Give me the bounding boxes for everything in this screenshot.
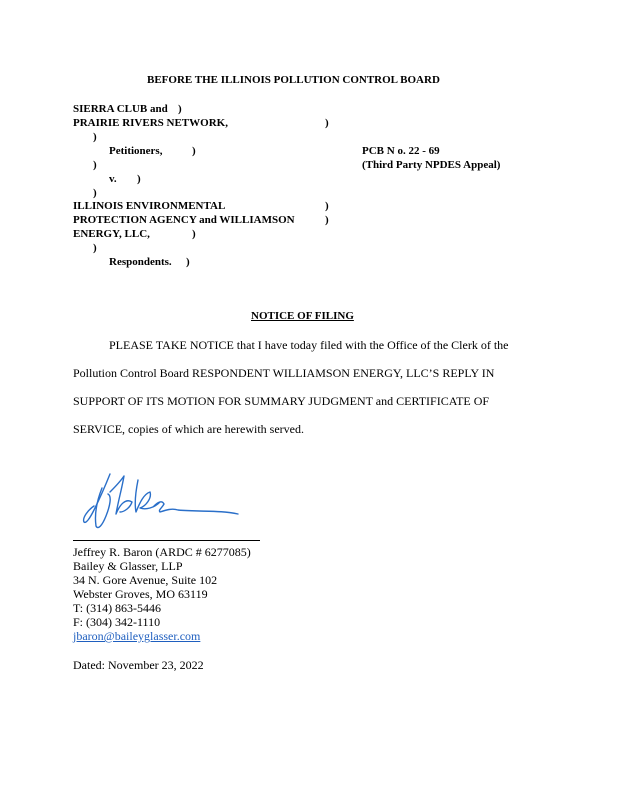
case-type: (Third Party NPDES Appeal): [362, 159, 501, 171]
caption-petitioners-label: Petitioners,: [109, 145, 163, 157]
notice-body-line-4: SERVICE, copies of which are herewith served.: [73, 422, 304, 436]
caption-paren: ): [93, 187, 97, 199]
notice-body-line-1: PLEASE TAKE NOTICE that I have today filed with the Office of the Clerk of the: [109, 338, 509, 352]
caption-paren: ): [192, 228, 196, 240]
caption-respondent-3: ENERGY, LLC,: [73, 228, 150, 240]
caption-paren: ): [325, 200, 329, 212]
caption-paren: ): [93, 131, 97, 143]
caption-paren: ): [325, 117, 329, 129]
caption-paren: ): [178, 103, 182, 115]
caption-respondent-2: PROTECTION AGENCY and WILLIAMSON: [73, 214, 295, 226]
email-link[interactable]: jbaron@baileyglasser.com: [73, 629, 201, 643]
board-title: BEFORE THE ILLINOIS POLLUTION CONTROL BOARD: [147, 74, 440, 86]
address-line-1: 34 N. Gore Avenue, Suite 102: [73, 573, 218, 587]
dated-line: Dated: November 23, 2022: [73, 658, 204, 672]
case-number: PCB N o. 22 - 69: [362, 145, 440, 157]
notice-body-line-3: SUPPORT OF ITS MOTION FOR SUMMARY JUDGMENT and CERTIFICATE OF: [73, 394, 490, 408]
caption-paren: ): [325, 214, 329, 226]
attorney-name: Jeffrey R. Baron (ARDC # 6277085): [73, 545, 251, 559]
caption-paren: ): [93, 242, 97, 254]
notice-title: NOTICE OF FILING: [251, 310, 354, 322]
caption-paren: ): [137, 173, 141, 185]
caption-paren: ): [93, 159, 97, 171]
caption-respondent-1: ILLINOIS ENVIRONMENTAL: [73, 200, 226, 212]
law-firm: Bailey & Glasser, LLP: [73, 559, 183, 573]
caption-petitioner-1: SIERRA CLUB and: [73, 103, 168, 115]
fax-number: F: (304) 342-1110: [73, 615, 161, 629]
handwritten-signature: [80, 468, 245, 534]
signature-line: [73, 540, 260, 541]
caption-paren: ): [192, 145, 196, 157]
notice-body-line-2: Pollution Control Board RESPONDENT WILLIAMSON ENERGY, LLC’S REPLY IN: [73, 366, 495, 380]
caption-versus: v.: [109, 173, 117, 185]
address-line-2: Webster Groves, MO 63119: [73, 587, 208, 601]
caption-paren: ): [186, 256, 190, 268]
caption-respondents-label: Respondents.: [109, 256, 172, 268]
phone-number: T: (314) 863-5446: [73, 601, 162, 615]
caption-petitioner-2: PRAIRIE RIVERS NETWORK,: [73, 117, 228, 129]
